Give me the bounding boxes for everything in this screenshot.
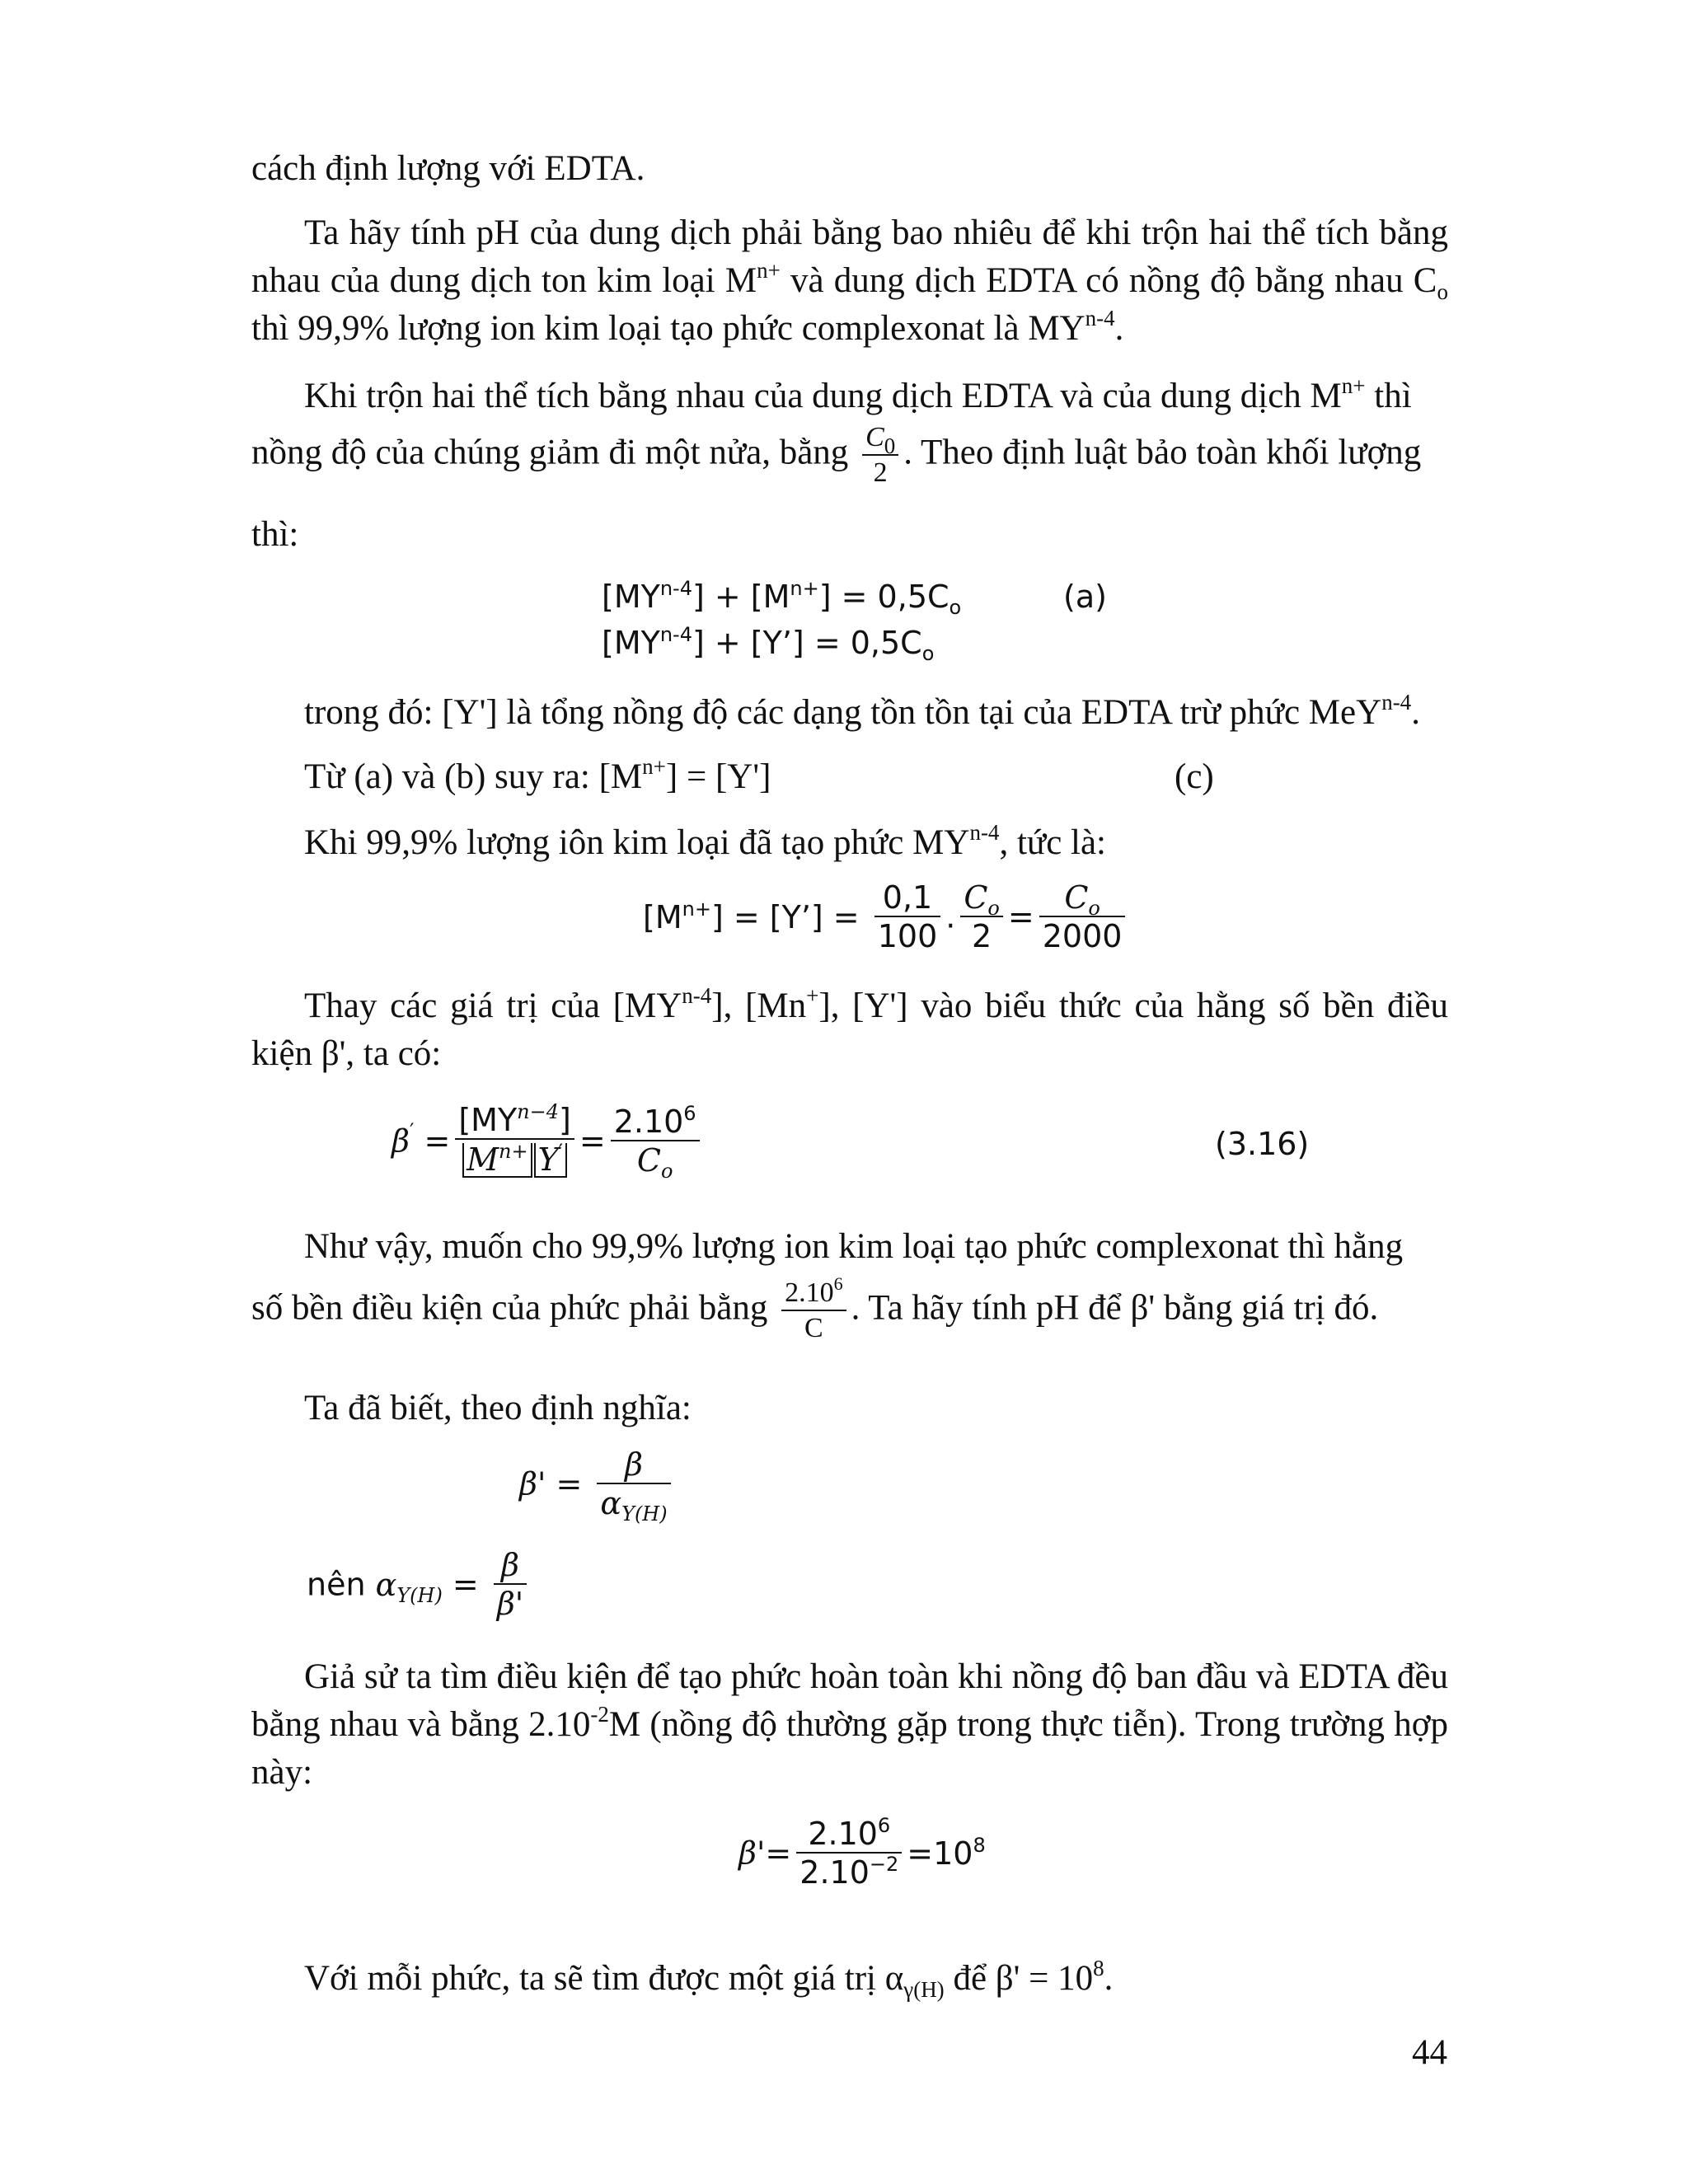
equation-a-tag: (a): [1063, 579, 1107, 615]
fraction-my-over-m-y: $\frac{[MY^{n-4}]}{M^{n+} Y'}$: [455, 1104, 574, 1178]
fraction-beta-over-beta-prime: $\frac{\beta}{\beta'}$: [494, 1549, 527, 1619]
paragraph-3-line-2: nồng độ của chúng giảm đi một nửa, bằng $\frac{C_0}{2}$ . Theo định luật bảo toàn khối lượng: [251, 422, 1422, 488]
equation-alpha-definition: nên $\alpha_{Y(H)}$ = $\frac{\beta}{\beta'}$: [307, 1549, 532, 1619]
fraction-0-1-over-100: $\frac{0,1}{100}$: [874, 882, 941, 952]
page-number: 44: [1412, 2033, 1447, 2072]
paragraph-1: cách định lượng với EDTA.: [251, 149, 645, 188]
paragraph-3-line-1: Khi trộn hai thể tích bằng nhau của dung dịch EDTA và của dung dịch $M^{n+}$ thì: [304, 373, 1412, 415]
paragraph-3-line-3: thì:: [251, 515, 299, 554]
fraction-co-over-2000: $\frac{C_o}{2000}$: [1039, 882, 1126, 952]
paragraph-11: Với mỗi phức, ta sẽ tìm được một giá trị $\alpha_{\gamma(H)}$ để $\beta' = 10^8$.: [304, 1956, 1114, 2002]
paragraph-8-line-1: Như vậy, muốn cho 99,9% lượng ion kim loại tạo phức complexonat thì hằng: [304, 1227, 1404, 1266]
equation-b: $[MY^{n-4}]$ + [Y’] = $0,5C_o$: [602, 623, 935, 665]
paragraph-9: Ta đã biết, theo định nghĩa:: [304, 1389, 692, 1427]
paragraph-10: Giả sử ta tìm điều kiện để tạo phức hoàn toàn khi nồng độ ban đầu và EDTA đều bằng nhau và bằng $2.10^{-2}M$ (nồng độ thường gặp trong thực tiễn). Trong trường hợp này:: [251, 1657, 1448, 1792]
equation-3-16-tag: (3.16): [1215, 1126, 1310, 1162]
paragraph-2: Ta hãy tính pH của dung dịch phải bằng bao nhiêu để khi trộn hai thể tích bằng nhau của dung dịch ton kim loại $M^{n+}$ và dung dịch EDTA có nồng độ bằng nhau $C_o$ thì 99,9% lượng ion kim loại tạo phức complexonat là MY$^{n-4}$.: [251, 213, 1448, 348]
fraction-beta-over-alpha: $\frac{\beta}{\alpha_{Y(H)}}$: [597, 1449, 670, 1519]
paragraph-7: Thay các giá trị của [MY$^{n-4}$], [Mn+], [Y'] vào biểu thức của hằng số bền điều kiện β', ta có:: [251, 983, 1449, 1073]
equation-beta-prime-definition: β' = $\frac{\beta}{\alpha_{Y(H)}}$: [519, 1449, 676, 1519]
equation-3-16: β′ = $\frac{[MY^{n-4}]}{M^{n+} Y'}$ = $\frac{2.10^6}{C_o}$: [392, 1104, 705, 1178]
fraction-2e6-over-c: $\frac{2.10^6}{C}$: [781, 1279, 846, 1343]
paragraph-6: Khi 99,9% lượng iôn kim loại đã tạo phức MY$^{n-4}$, tức là:: [304, 820, 1107, 862]
paragraph-4: trong đó: [Y'] là tổng nồng độ các dạng tồn tồn tại của EDTA trừ phức MeY$^{n-4}$.: [304, 690, 1420, 732]
equation-a: $[MY^{n-4}] + [M^{n+}] = 0,5C_o$: [602, 577, 962, 619]
paragraph-8-line-2: số bền điều kiện của phức phải bằng $\frac{2.10^6}{C}$ . Ta hãy tính pH để β' bằng giá trị đó.: [251, 1273, 1379, 1343]
paragraph-5: Từ (a) và (b) suy ra: $[M^{n+}] = [Y']$: [304, 754, 771, 796]
paragraph-5-tag: (c): [1175, 757, 1214, 796]
equation-c: $[M^{n+}]$ = [Y’] = $\frac{0,1}{100}$ . $\frac{C_o}{2}$ = $\frac{C_o}{2000}$: [643, 882, 1130, 952]
fraction-c0-over-2: $\frac{C_0}{2}$: [862, 424, 898, 487]
fraction-2e6-over-2e-2: $\frac{2.10^6}{2.10^{-2}}$: [796, 1818, 902, 1888]
equation-d: β'= $\frac{2.10^6}{2.10^{-2}}$ $=10^8$: [738, 1814, 986, 1891]
fraction-co-over-2: $\frac{C_o}{2}$: [960, 882, 1003, 952]
fraction-2e6-over-co: $\frac{2.10^6}{C_o}$: [611, 1106, 700, 1176]
